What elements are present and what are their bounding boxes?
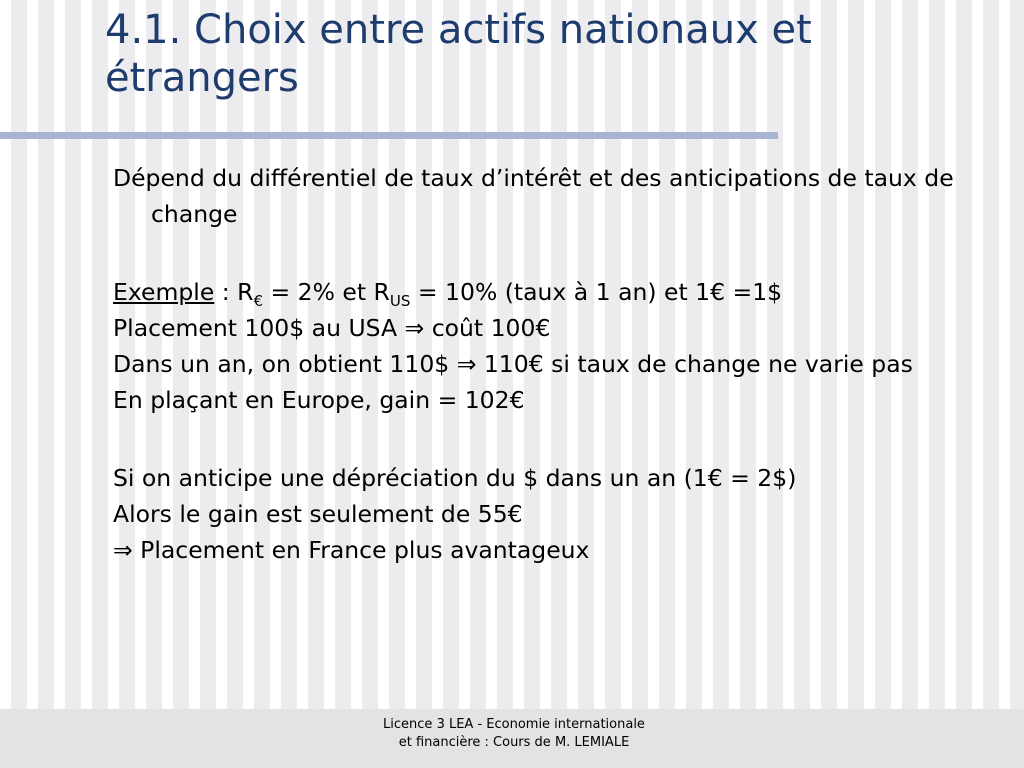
europe-line: En plaçant en Europe, gain = 102€ [113,386,525,414]
spacer [113,418,983,460]
footer-line-1: Licence 3 LEA - Economie internationale [383,717,645,732]
title-rule [0,132,778,139]
intro-paragraph: Dépend du différentiel de taux d’intérêt et des anticipations de taux de change [113,164,954,228]
footer-line-2: et financière : Cours de M. LEMIALE [398,735,630,750]
example-label: Exemple [113,278,215,306]
slide-body [113,160,983,568]
spacer [113,232,983,274]
footer [350,716,678,752]
placement-line [113,310,983,346]
implies-arrow-icon: ⇒ [456,350,477,378]
us-subscript: US [389,292,411,310]
slide-title: 4.1. Choix entre actifs nationaux et étrangers [105,7,812,101]
conclusion-line [113,532,983,568]
implies-arrow-icon: ⇒ [113,536,133,564]
example-line [113,274,983,310]
placement-post: coût 100€ [424,314,551,342]
example-sep: : R [214,278,254,306]
example-rest: = 10% (taux à 1 an) et 1€ =1$ [410,278,783,306]
alors-line: Alors le gain est seulement de 55€ [113,500,523,528]
dans-pre: Dans un an, on obtient 110$ [113,350,457,378]
dans-post: 110€ si taux de change ne varie pas [476,350,913,378]
euro-subscript: € [253,292,264,310]
dans-un-an-line [113,346,983,382]
anticipe-line: Si on anticipe une dépréciation du $ dans un an (1€ = 2$) [113,464,797,492]
example-mid: = 2% et R [263,278,390,306]
placement-pre: Placement 100$ au USA [113,314,405,342]
implies-arrow-icon: ⇒ [404,314,425,342]
conclusion-text: Placement en France plus avantageux [132,536,590,564]
